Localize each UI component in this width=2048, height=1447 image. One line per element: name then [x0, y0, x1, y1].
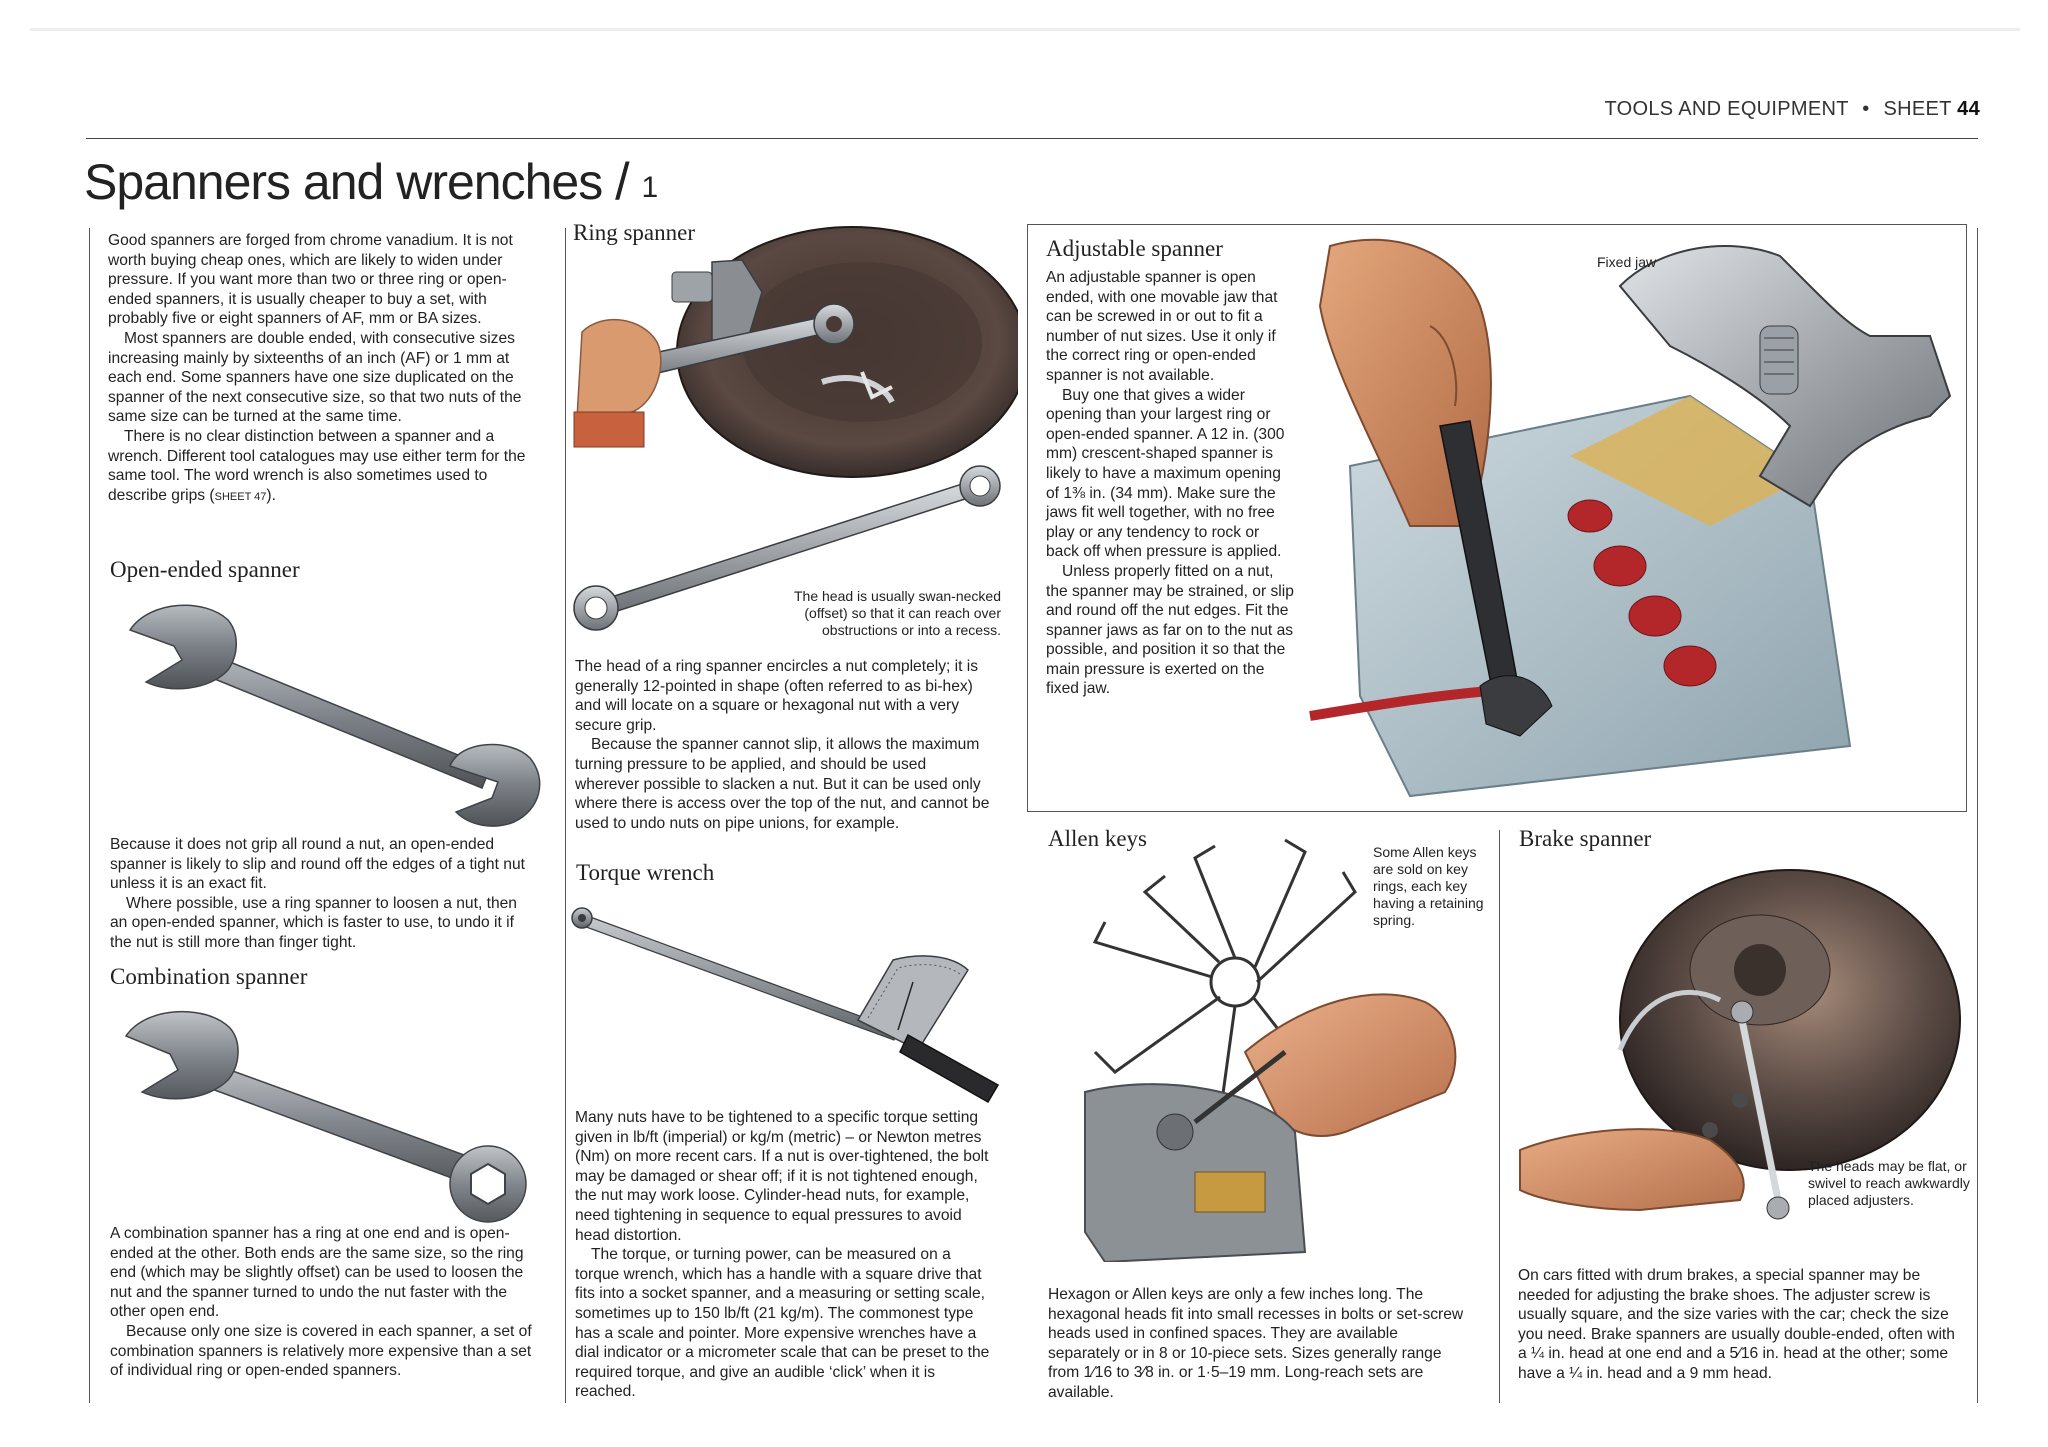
header-separator: • [1862, 98, 1870, 120]
allen-text [1048, 1285, 1466, 1403]
open-ended-text [110, 835, 535, 953]
adjustable-paragraph-1: An adjustable spanner is open ended, with one movable jaw that can be screwed in or out to fit a number of nut sizes. Use it only if the correct ring or open-ended spanner is not available. [1046, 269, 1278, 384]
allen-paragraph-1: Hexagon or Allen keys are only a few inches long. The hexagonal heads fit into small recesses in bolts or set-screw heads used in confined spaces. They are available separately or in 8 or 10-piece sets. Sizes generally range from 1⁄16 to 3⁄8 in. or 1·5–19 mm. Long-reach sets are available. [1048, 1286, 1464, 1401]
header-sheet-label: SHEET [1883, 98, 1952, 120]
title-part: 1 [641, 171, 658, 204]
allen-caption: Some Allen keys are sold on key rings, each key having a retaining spring. [1373, 844, 1484, 928]
adjustable-paragraph-3: Unless properly fitted on a nut, the spanner may be strained, or slip and round off the nut edges. Fit the spanner jaws as far on to the nut as possible, and position it so that the main pressure is exerted on the fixed jaw. [1046, 562, 1294, 698]
title-main: Spanners and wrenches [84, 154, 603, 210]
intro-paragraph-1: Good spanners are forged from chrome vanadium. It is not worth buying cheap ones, which are likely to widen under pressure. If you want more than two or three ring or open-ended spanners, it is usually cheaper to buy a set, with probably five or eight spanners of AF, mm or BA sizes. [108, 232, 513, 328]
brake-caption: The heads may be flat, or swivel to reach awkwardly placed adjusters. [1808, 1158, 1970, 1208]
adjustable-paragraph-2: Buy one that gives a wider opening than your largest ring or open-ended spanner. A 12 in. (300 mm) crescent-shaped spanner is likely to have a maximum opening of 1⅜ in. (34 mm). Make sure the jaws fit well together, with no free play or any tendency to rock or back off when pressure is applied. [1046, 386, 1285, 561]
open-ended-paragraph-2: Where possible, use a ring spanner to loosen a nut, then an open-ended spanner, which is faster to use, to undo it if the nut is still more than finger tight. [110, 894, 517, 951]
header-rule [86, 138, 1978, 139]
header-sheet-number: 44 [1957, 98, 1980, 120]
intro-paragraph-3: There is no clear distinction between a spanner and a wrench. Different tool catalogues may use either term for the same tool. The word wrench is also sometimes used to describe grips (SHEET 47). [108, 427, 526, 504]
ring-heading: Ring spanner [573, 220, 696, 245]
open-ended-spanner-illustration [110, 590, 550, 830]
allen-heading: Allen keys [1048, 826, 1148, 851]
adjustable-heading: Adjustable spanner [1046, 236, 1223, 261]
ring-paragraph-2: Because the spanner cannot slip, it allows the maximum turning pressure to be applied, and should be used wherever possible to slacken a nut. But it can be used only where there is access over the top of the nut, and cannot be used to undo nuts on pipe unions, for example. [575, 736, 990, 832]
torque-text [575, 1108, 995, 1402]
combination-heading: Combination spanner [110, 964, 308, 989]
ring-spanner-illustration [562, 222, 1018, 648]
combination-paragraph-2: Because only one size is covered in each spanner, a set of combination spanners is relatively more expensive than a set of individual ring or open-ended spanners. [110, 1322, 532, 1380]
top-edge [30, 28, 2020, 31]
torque-heading: Torque wrench [576, 860, 715, 885]
combination-paragraph-1: A combination spanner has a ring at one end and is open-ended at the other. Both ends are the same size, so the ring end (which may be slightly offset) can be used to loosen the nut and the spanner turned to undo the nut faster with the other open end. [110, 1225, 524, 1321]
column-divider-right [1977, 228, 1978, 1403]
ring-paragraph-1: The head of a ring spanner encircles a nut completely; it is generally 12-pointed in shape (often referred to as bi-hex) and will locate on a square or hexagonal nut with a very secure grip. [575, 658, 979, 734]
column-divider-1 [89, 228, 90, 1403]
combination-text [110, 1224, 535, 1381]
ring-caption: The head is usually swan-necked (offset) so that it can reach over obstructions or into a recess. [793, 588, 1001, 638]
ring-text [575, 657, 993, 833]
torque-wrench-illustration [568, 890, 1008, 1110]
column-divider-3 [1499, 830, 1500, 1403]
running-header [1605, 98, 1980, 121]
brake-heading: Brake spanner [1519, 826, 1652, 851]
page-title [84, 152, 657, 212]
combination-spanner-illustration [108, 1000, 548, 1225]
adjustable-text [1046, 268, 1294, 699]
torque-paragraph-1: Many nuts have to be tightened to a specific torque setting given in lb/ft (imperial) or kg/m (metric) – or Newton metres (Nm) on more recent cars. If a nut is over-tightened, the bolt may be damaged or shear off; if it is not tightened enough, the nut may work loose. Cylinder-head nuts, for example, need tightening in sequence to equal pressures to avoid head distortion. [575, 1109, 989, 1244]
brake-text [1518, 1266, 1956, 1384]
title-slash: / [615, 153, 629, 211]
torque-paragraph-2: The torque, or turning power, can be measured on a torque wrench, which has a handle with a square drive that fits into a socket spanner, and a measuring or setting scale, sometimes up to 150 lb/ft (21 kg/m). The commonest type has a scale and pointer. More expensive wrenches have a dial indicator or a micrometer scale that can be preset to the required torque, and give an audible ‘click’ when it is reached. [575, 1246, 990, 1401]
adjustable-spanner-illustration [1290, 226, 1963, 808]
brake-paragraph-1: On cars fitted with drum brakes, a special spanner may be needed for adjusting the brake shoes. The adjuster screw is usually square, and the size varies with the car; check the size you need. Brake spanners are usually double-ended, often with a ¼ in. head at one end and a 5⁄16 in. head at the other; some have a ¼ in. head and a 9 mm head. [1518, 1267, 1955, 1382]
sheet-reference: SHEET 47 [214, 490, 267, 503]
header-section: TOOLS AND EQUIPMENT [1604, 98, 1849, 120]
intro-text [108, 231, 533, 507]
open-ended-heading: Open-ended spanner [110, 557, 300, 582]
fixed-jaw-label: Fixed jaw [1597, 254, 1657, 270]
intro-paragraph-2: Most spanners are double ended, with consecutive sizes increasing mainly by sixteenths of an inch (AF) or 1 mm at each end. Some spanners have one size duplicated on the spanner of the next consecutive size, so that two nuts of the same size can be turned at the same time. [108, 329, 522, 426]
open-ended-paragraph-1: Because it does not grip all round a nut, an open-ended spanner is likely to slip and round off the edges of a tight nut unless it is an exact fit. [110, 836, 525, 893]
